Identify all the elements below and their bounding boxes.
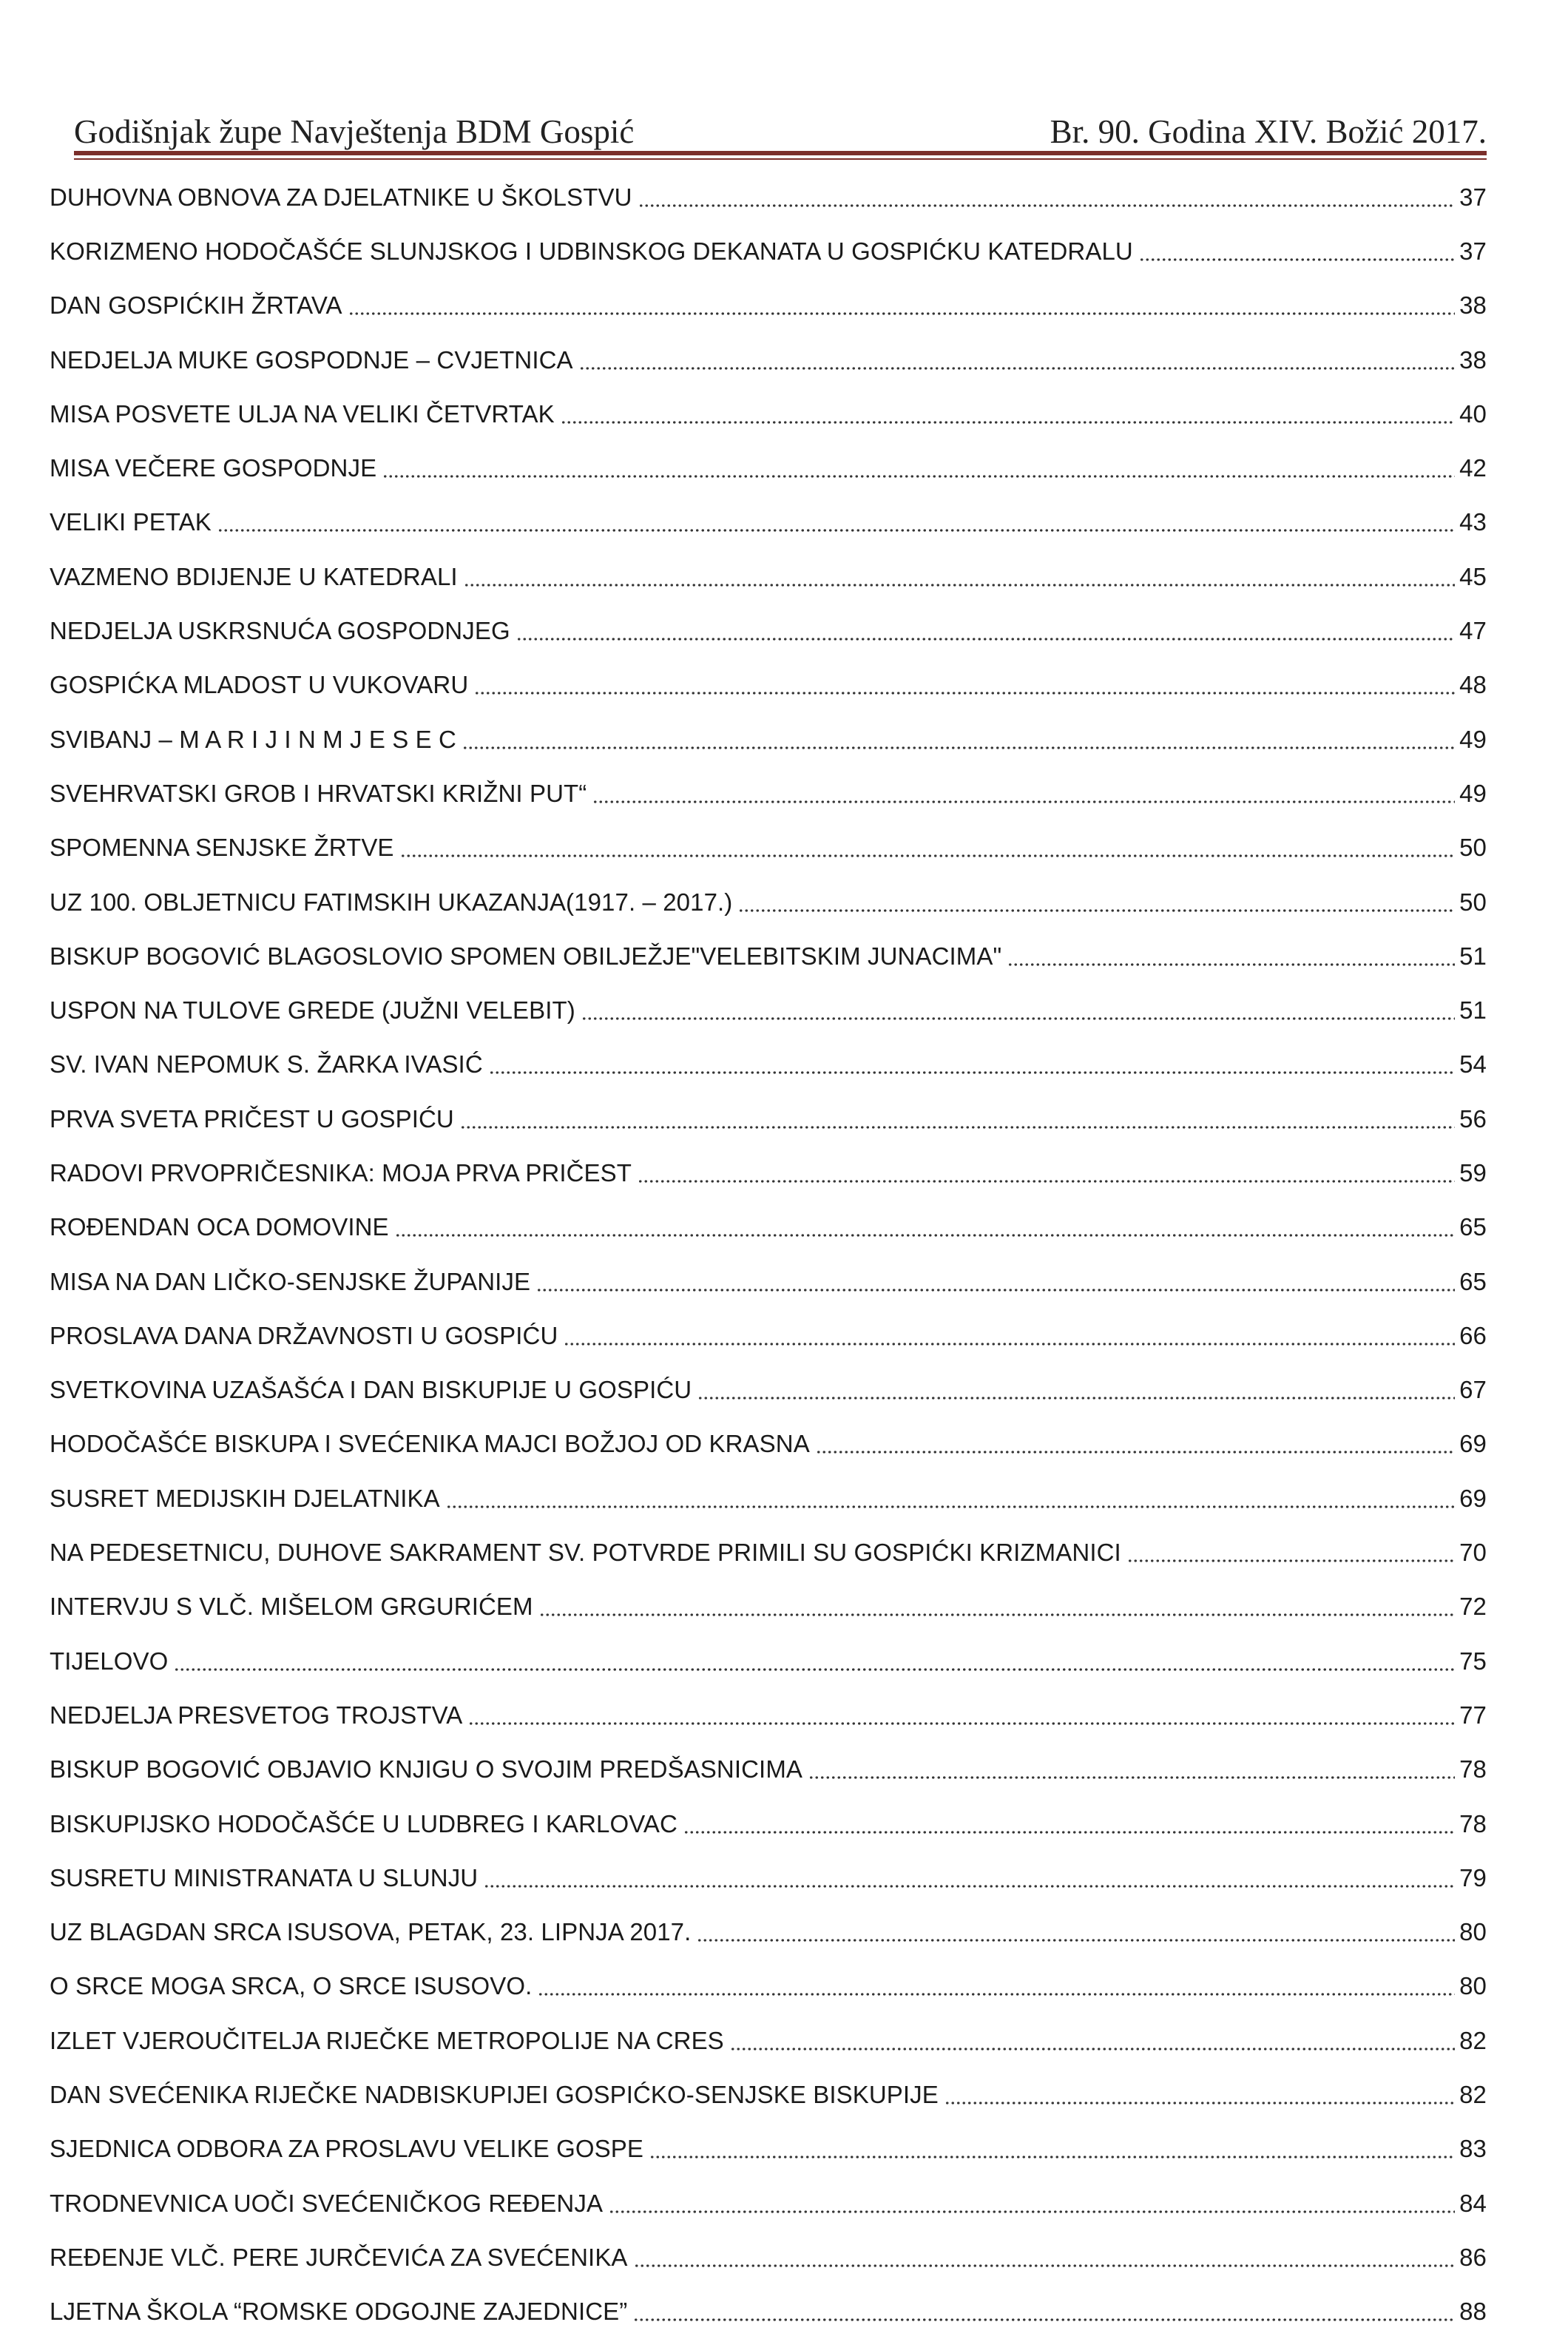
toc-entry-page: 37 (1459, 183, 1487, 211)
toc-entry[interactable] (50, 441, 1487, 495)
dot-leader (464, 582, 1455, 588)
toc-entry-title: SVETKOVINA UZAŠAŠĆA I DAN BISKUPIJE U GOSPIĆU (50, 1376, 692, 1404)
issue-info: Br. 90. Godina XIV. Božić 2017. (1050, 113, 1487, 150)
toc-entry-page: 38 (1459, 291, 1487, 320)
toc-entry-title: MISA POSVETE ULJA NA VELIKI ČETVRTAK (50, 399, 555, 428)
toc-entry-title: SPOMENNA SENJSKE ŽRTVE (50, 834, 394, 862)
dot-leader (1007, 962, 1455, 968)
toc-entry[interactable] (50, 604, 1487, 658)
toc-entry-title: MISA NA DAN LIČKO-SENJSKE ŽUPANIJE (50, 1267, 531, 1295)
dot-leader (460, 1124, 1455, 1130)
toc-entry-title: DAN SVEĆENIKA RIJEČKE NADBISKUPIJEI GOSPIĆKO-SENJSKE BISKUPIJE (50, 2081, 939, 2109)
toc-entry-title: SUSRET MEDIJSKIH DJELATNIKA (50, 1484, 440, 1512)
toc-entry[interactable] (50, 929, 1487, 983)
toc-entry-title: BISKUP BOGOVIĆ BLAGOSLOVIO SPOMEN OBILJEŽJE"VELEBITSKIM JUNACIMA" (50, 942, 1002, 970)
toc-entry[interactable] (50, 1580, 1487, 1634)
toc-entry[interactable] (50, 1092, 1487, 1146)
toc-entry-title: ROĐENDAN OCA DOMOVINE (50, 1213, 389, 1241)
toc-entry[interactable] (50, 2068, 1487, 2122)
toc-entry-page: 86 (1459, 2243, 1487, 2271)
toc-entry-title: LJETNA ŠKOLA “ROMSKE ODGOJNE ZAJEDNICE” (50, 2298, 628, 2326)
toc-entry[interactable] (50, 1634, 1487, 1688)
toc-entry-title: SVIBANJ – M A R I J I N M J E S E C (50, 725, 456, 753)
toc-entry-page: 77 (1459, 1701, 1487, 1729)
toc-entry-title: PROSLAVA DANA DRŽAVNOSTI U GOSPIĆU (50, 1321, 558, 1349)
toc-entry-page: 45 (1459, 562, 1487, 590)
toc-entry[interactable] (50, 1851, 1487, 1905)
dot-leader (634, 2263, 1456, 2269)
toc-entry-title: BISKUP BOGOVIĆ OBJAVIO KNJIGU O SVOJIM PREDŠASNICIMA (50, 1755, 803, 1783)
toc-entry-title: REĐENJE VLČ. PERE JURČEVIĆA ZA SVEĆENIKA (50, 2243, 628, 2271)
toc-entry[interactable] (50, 1906, 1487, 1960)
toc-entry[interactable] (50, 333, 1487, 387)
dot-leader (738, 908, 1455, 914)
dot-leader (730, 2046, 1455, 2052)
toc-entry-title: UZ 100. OBLJETNICU FATIMSKIH UKAZANJA(1917. – 2017.) (50, 888, 733, 916)
dot-leader (382, 473, 1455, 479)
toc-entry-title: PRVA SVETA PRIČEST U GOSPIĆU (50, 1104, 454, 1133)
toc-entry-page: 49 (1459, 779, 1487, 807)
dot-leader (816, 1449, 1455, 1455)
toc-entry[interactable] (50, 2122, 1487, 2176)
toc-entry-page: 49 (1459, 725, 1487, 753)
toc-entry-title: HODOČAŠĆE BISKUPA I SVEĆENIKA MAJCI BOŽJOJ OD KRASNA (50, 1430, 810, 1458)
toc-entry[interactable] (50, 1797, 1487, 1851)
toc-entry[interactable] (50, 550, 1487, 604)
toc-entry-page: 40 (1459, 399, 1487, 428)
toc-entry-page: 50 (1459, 888, 1487, 916)
dot-leader (484, 1883, 1455, 1889)
toc-entry-title: NEDJELJA USKRSNUĆA GOSPODNJEG (50, 617, 510, 645)
toc-entry-title: TRODNEVNICA UOČI SVEĆENIČKOG REĐENJA (50, 2189, 604, 2217)
toc-entry-page: 69 (1459, 1430, 1487, 1458)
dot-leader (808, 1775, 1455, 1781)
dot-leader (174, 1667, 1455, 1673)
toc-entry-title: GOSPIĆKA MLADOST U VUKOVARU (50, 671, 469, 699)
toc-entry-title: DUHOVNA OBNOVA ZA DJELATNIKE U ŠKOLSTVU (50, 183, 632, 211)
toc-entry-page: 75 (1459, 1647, 1487, 1675)
toc-entry-page: 37 (1459, 237, 1487, 265)
toc-entry[interactable] (50, 224, 1487, 278)
toc-entry-page: 65 (1459, 1213, 1487, 1241)
toc-entry-page: 66 (1459, 1321, 1487, 1349)
dot-leader (348, 311, 1455, 317)
toc-entry[interactable] (50, 1201, 1487, 1255)
toc-entry[interactable] (50, 712, 1487, 766)
toc-entry-page: 51 (1459, 996, 1487, 1025)
toc-entry-title: O SRCE MOGA SRCA, O SRCE ISUSOVO. (50, 1972, 533, 2000)
table-of-contents (50, 170, 1487, 2339)
toc-entry-title: RADOVI PRVOPRIČESNIKA: MOJA PRVA PRIČEST (50, 1158, 632, 1187)
toc-entry-title: KORIZMENO HODOČAŠĆE SLUNJSKOG I UDBINSKOG DEKANATA U GOSPIĆKU KATEDRALU (50, 237, 1133, 265)
toc-entry-title: SUSRETU MINISTRANATA U SLUNJU (50, 1863, 479, 1891)
toc-entry[interactable] (50, 658, 1487, 712)
toc-entry[interactable] (50, 1309, 1487, 1363)
toc-entry-page: 78 (1459, 1755, 1487, 1783)
toc-entry-title: NA PEDESETNICU, DUHOVE SAKRAMENT SV. POTVRDE PRIMILI SU GOSPIĆKI KRIZMANICI (50, 1539, 1121, 1567)
dot-leader (474, 690, 1455, 696)
dot-leader (944, 2100, 1455, 2106)
toc-entry[interactable] (50, 2014, 1487, 2068)
dot-leader (1127, 1558, 1455, 1564)
toc-entry-page: 82 (1459, 2026, 1487, 2054)
publication-title: Godišnjak župe Navještenja BDM Gospić (74, 113, 635, 150)
dot-leader (217, 527, 1455, 533)
toc-entry-page: 48 (1459, 671, 1487, 699)
toc-entry-title: TIJELOVO (50, 1647, 169, 1675)
toc-entry-page: 51 (1459, 942, 1487, 970)
dot-leader (579, 365, 1455, 371)
dot-leader (446, 1504, 1455, 1510)
dot-leader (609, 2209, 1455, 2215)
toc-entry-page: 78 (1459, 1809, 1487, 1837)
dot-leader (468, 1721, 1455, 1727)
toc-entry-title: INTERVJU S VLČ. MIŠELOM GRGURIĆEM (50, 1593, 533, 1621)
dot-leader (649, 2154, 1455, 2160)
toc-entry-page: 88 (1459, 2298, 1487, 2326)
dot-leader (400, 853, 1456, 859)
dot-leader (633, 2317, 1455, 2323)
toc-entry-title: IZLET VJEROUČITELJA RIJEČKE METROPOLIJE NA CRES (50, 2026, 724, 2054)
dot-leader (489, 1070, 1455, 1076)
toc-entry[interactable] (50, 279, 1487, 333)
toc-entry[interactable] (50, 1363, 1487, 1417)
dot-leader (395, 1232, 1455, 1238)
toc-entry[interactable] (50, 2230, 1487, 2284)
toc-entry-page: 56 (1459, 1104, 1487, 1133)
dot-leader (697, 1937, 1455, 1943)
dot-leader (561, 419, 1455, 425)
toc-entry-page: 80 (1459, 1972, 1487, 2000)
dot-leader (581, 1016, 1455, 1022)
toc-entry[interactable] (50, 496, 1487, 550)
toc-entry[interactable] (50, 766, 1487, 820)
toc-entry[interactable] (50, 875, 1487, 929)
dot-leader (638, 203, 1456, 209)
dot-leader (697, 1395, 1455, 1401)
toc-entry-page: 50 (1459, 834, 1487, 862)
dot-leader (564, 1341, 1455, 1347)
dot-leader (536, 1287, 1455, 1293)
toc-entry-page: 69 (1459, 1484, 1487, 1512)
toc-entry[interactable] (50, 1471, 1487, 1525)
toc-entry[interactable] (50, 2285, 1487, 2339)
toc-entry-title: SVEHRVATSKI GROB I HRVATSKI KRIŽNI PUT“ (50, 779, 587, 807)
toc-entry-title: NEDJELJA PRESVETOG TROJSTVA (50, 1701, 463, 1729)
dot-leader (592, 799, 1455, 805)
toc-entry-page: 54 (1459, 1050, 1487, 1079)
toc-entry-page: 42 (1459, 454, 1487, 482)
toc-entry-title: USPON NA TULOVE GREDE (JUŽNI VELEBIT) (50, 996, 575, 1025)
toc-entry-title: UZ BLAGDAN SRCA ISUSOVA, PETAK, 23. LIPNJA 2017. (50, 1918, 692, 1946)
toc-entry-page: 65 (1459, 1267, 1487, 1295)
dot-leader (538, 1991, 1455, 1997)
toc-entry[interactable] (50, 1417, 1487, 1471)
toc-entry-title: SJEDNICA ODBORA ZA PROSLAVU VELIKE GOSPE (50, 2135, 643, 2163)
toc-entry-page: 80 (1459, 1918, 1487, 1946)
dot-leader (683, 1829, 1455, 1835)
toc-entry-title: BISKUPIJSKO HODOČAŠĆE U LUDBREG I KARLOVAC (50, 1809, 677, 1837)
toc-entry-page: 67 (1459, 1376, 1487, 1404)
toc-entry-page: 82 (1459, 2081, 1487, 2109)
toc-entry[interactable] (50, 387, 1487, 441)
toc-entry[interactable] (50, 2176, 1487, 2230)
toc-entry-page: 43 (1459, 508, 1487, 536)
dot-leader (1139, 257, 1455, 263)
toc-entry[interactable] (50, 821, 1487, 875)
toc-entry-page: 83 (1459, 2135, 1487, 2163)
running-header (74, 105, 1487, 151)
toc-entry-title: VELIKI PETAK (50, 508, 212, 536)
toc-entry-page: 59 (1459, 1158, 1487, 1187)
toc-entry-page: 38 (1459, 345, 1487, 374)
toc-entry-title: MISA VEČERE GOSPODNJE (50, 454, 377, 482)
toc-entry-title: DAN GOSPIĆKIH ŽRTAVA (50, 291, 342, 320)
toc-entry[interactable] (50, 1688, 1487, 1742)
toc-entry-page: 79 (1459, 1863, 1487, 1891)
toc-entry-page: 72 (1459, 1593, 1487, 1621)
dot-leader (462, 745, 1455, 751)
toc-entry[interactable] (50, 1255, 1487, 1309)
toc-entry-page: 84 (1459, 2189, 1487, 2217)
toc-entry-title: SV. IVAN NEPOMUK S. ŽARKA IVASIĆ (50, 1050, 483, 1079)
toc-entry[interactable] (50, 1960, 1487, 2014)
toc-entry[interactable] (50, 1038, 1487, 1092)
toc-entry[interactable] (50, 170, 1487, 224)
toc-entry[interactable] (50, 1146, 1487, 1200)
toc-entry-page: 47 (1459, 617, 1487, 645)
toc-entry[interactable] (50, 983, 1487, 1037)
toc-entry[interactable] (50, 1525, 1487, 1579)
header-rule (74, 151, 1487, 155)
toc-entry-page: 70 (1459, 1539, 1487, 1567)
toc-entry[interactable] (50, 1743, 1487, 1797)
header-rule-thin (74, 158, 1487, 160)
toc-entry-title: VAZMENO BDIJENJE U KATEDRALI (50, 562, 458, 590)
dot-leader (516, 636, 1455, 642)
dot-leader (638, 1178, 1455, 1184)
dot-leader (539, 1612, 1455, 1618)
toc-entry-title: NEDJELJA MUKE GOSPODNJE – CVJETNICA (50, 345, 573, 374)
